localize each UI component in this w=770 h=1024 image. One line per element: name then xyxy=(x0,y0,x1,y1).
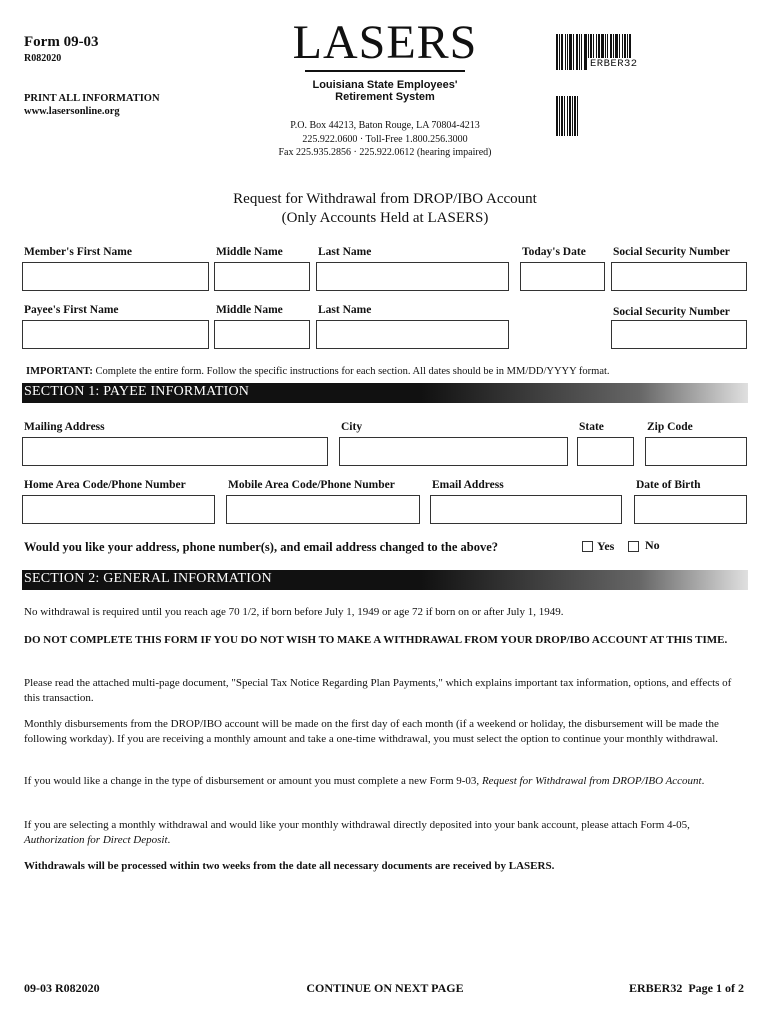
do-not-complete-warning: DO NOT COMPLETE THIS FORM IF YOU DO NOT WISH TO MAKE A WITHDRAWAL FROM YOUR DROP/IBO ACCOUNT AT THIS TIME. xyxy=(24,634,728,646)
member-last-name-field[interactable] xyxy=(316,262,509,291)
form-title-line1: Request for Withdrawal from DROP/IBO Account xyxy=(233,191,537,207)
important-note xyxy=(26,366,610,377)
payee-last-name-field[interactable] xyxy=(316,320,509,349)
member-ssn-field[interactable] xyxy=(611,262,747,291)
payee-first-name-label: Payee's First Name xyxy=(24,304,119,316)
payee-first-name-field[interactable] xyxy=(22,320,209,349)
email-address-field[interactable] xyxy=(430,495,622,524)
logo-underline xyxy=(305,70,465,72)
payee-middle-name-field[interactable] xyxy=(214,320,310,349)
payee-ssn-field[interactable] xyxy=(611,320,747,349)
org-name-line2: Retirement System xyxy=(335,91,435,103)
todays-date-field[interactable] xyxy=(520,262,605,291)
zip-code-field[interactable] xyxy=(645,437,747,466)
print-notice: PRINT ALL INFORMATION xyxy=(24,93,160,104)
home-phone-label: Home Area Code/Phone Number xyxy=(24,479,186,491)
section2-title: SECTION 2: GENERAL INFORMATION xyxy=(24,571,272,586)
address-line1: P.O. Box 44213, Baton Rouge, LA 70804-4213 xyxy=(290,120,480,131)
barcode-bar xyxy=(577,96,578,136)
tax-notice-text: Please read the attached multi-page document, "Special Tax Notice Regarding Plan Payments," which explains important tax information, options, and effects of this transaction. xyxy=(24,677,732,704)
mobile-phone-label: Mobile Area Code/Phone Number xyxy=(228,479,395,491)
no-checkbox[interactable] xyxy=(628,541,639,552)
member-middle-name-field[interactable] xyxy=(214,262,310,291)
direct-deposit-text-end: . xyxy=(167,834,171,846)
org-address xyxy=(240,119,530,160)
processing-time-text: Withdrawals will be processed within two weeks from the date all necessary documents are received by LASERS. xyxy=(24,860,555,872)
change-disbursement-text xyxy=(24,774,746,789)
date-of-birth-field[interactable] xyxy=(634,495,747,524)
mobile-phone-field[interactable] xyxy=(226,495,420,524)
address-change-question: Would you like your address, phone number(s), and email address changed to the above? xyxy=(24,540,499,554)
org-name-line1: Louisiana State Employees' xyxy=(312,79,458,91)
city-field[interactable] xyxy=(339,437,568,466)
direct-deposit-text xyxy=(24,818,746,848)
barcode-code: ERBER32 xyxy=(590,58,638,70)
yes-checkbox[interactable] xyxy=(582,541,593,552)
change-disbursement-text-start: If you would like a change in the type of disbursement or amount you must complete a new Form 9-03, xyxy=(24,775,482,787)
todays-date-label: Today's Date xyxy=(522,246,586,258)
continue-next-page: CONTINUE ON NEXT PAGE xyxy=(306,981,464,995)
form-revision: R082020 xyxy=(24,53,62,64)
form-title xyxy=(0,190,770,228)
member-ssn-label: Social Security Number xyxy=(613,246,730,258)
page-number: ERBER32 Page 1 of 2 xyxy=(629,981,744,995)
important-text: Complete the entire form. Follow the specific instructions for each section. All dates should be in MM/DD/YYYY format. xyxy=(95,366,610,377)
mailing-address-label: Mailing Address xyxy=(24,421,105,433)
email-address-label: Email Address xyxy=(432,479,504,491)
date-of-birth-label: Date of Birth xyxy=(636,479,701,491)
mailing-address-field[interactable] xyxy=(22,437,328,466)
home-phone-field[interactable] xyxy=(22,495,215,524)
payee-middle-name-label: Middle Name xyxy=(216,304,283,316)
website-link[interactable]: www.lasersonline.org xyxy=(24,106,120,117)
form-title-line2: (Only Accounts Held at LASERS) xyxy=(281,210,489,226)
form-number: Form 09-03 xyxy=(24,34,99,50)
address-line2: 225.922.0600 · Toll-Free 1.800.256.3000 xyxy=(302,133,468,145)
state-field[interactable] xyxy=(577,437,634,466)
section1-title: SECTION 1: PAYEE INFORMATION xyxy=(24,384,250,399)
payee-last-name-label: Last Name xyxy=(318,304,372,316)
lasers-logo xyxy=(270,18,500,103)
state-label: State xyxy=(579,421,604,433)
yes-label: Yes xyxy=(597,539,615,553)
footer-form-code: 09-03 R082020 xyxy=(24,981,100,995)
section2-header xyxy=(22,570,748,590)
member-last-name-label: Last Name xyxy=(318,246,372,258)
no-label: No xyxy=(645,538,660,552)
age-requirement-text: No withdrawal is required until you reach age 70 1/2, if born before July 1, 1949 or age 72 if born on or after July 1, 1949. xyxy=(24,606,564,618)
member-first-name-label: Member's First Name xyxy=(24,246,132,258)
zip-code-label: Zip Code xyxy=(647,421,693,433)
address-line3: Fax 225.935.2856 · 225.922.0612 (hearing impaired) xyxy=(278,147,492,158)
city-label: City xyxy=(341,421,363,433)
change-disbursement-text-end: . xyxy=(701,775,705,787)
payee-ssn-label: Social Security Number xyxy=(613,306,730,318)
form-4-05-title: Authorization for Direct Deposit xyxy=(24,834,168,846)
important-label: IMPORTANT: xyxy=(26,366,93,377)
barcode-side xyxy=(556,96,580,136)
section1-header xyxy=(22,383,748,403)
logo-wordmark: LASERS xyxy=(292,16,478,69)
form-9-03-title: Request for Withdrawal from DROP/IBO Account xyxy=(481,775,702,787)
member-first-name-field[interactable] xyxy=(22,262,209,291)
member-middle-name-label: Middle Name xyxy=(216,246,283,258)
direct-deposit-text-start: If you are selecting a monthly withdrawal and would like your monthly withdrawal directly deposited into your bank account, please attach Form 4-05, xyxy=(24,819,690,831)
monthly-disbursement-text: Monthly disbursements from the DROP/IBO account will be made on the first day of each month (if a weekend or holiday, the disbursement will be made the following workday). If you are receiving a monthly amount and take a one-time withdrawal, you must select the option to continue your monthly withdrawal. xyxy=(24,718,719,745)
